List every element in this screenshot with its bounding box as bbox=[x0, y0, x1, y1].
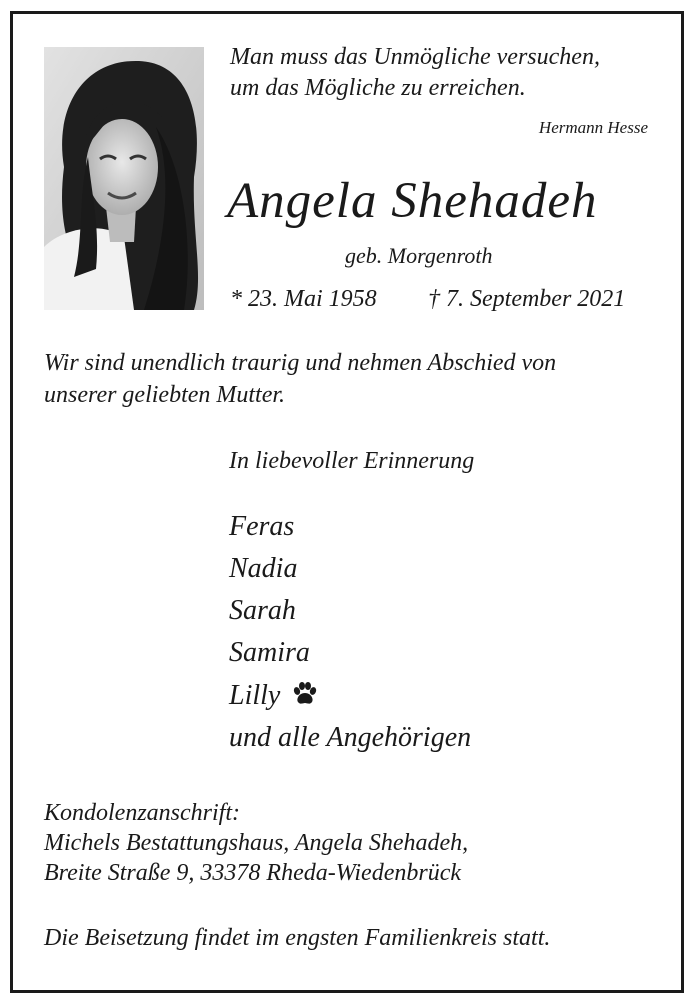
condolence-address-line-1: Michels Bestattungshaus, Angela Shehadeh, bbox=[44, 830, 469, 856]
quote-author: Hermann Hesse bbox=[538, 118, 648, 137]
mourner-name: Samira bbox=[229, 637, 310, 668]
farewell-message-line-2: unserer geliebten Mutter. bbox=[44, 382, 286, 408]
farewell-message-line-1: Wir sind unendlich traurig und nehmen Abschied von bbox=[44, 350, 557, 376]
quote-line-2: um das Mögliche zu erreichen. bbox=[230, 75, 526, 101]
birth-date: * 23. Mai 1958 bbox=[230, 286, 377, 312]
mourner-lilly-row bbox=[229, 680, 317, 712]
memorial-phrase: In liebevoller Erinnerung bbox=[229, 448, 475, 474]
birth-name: geb. Morgenroth bbox=[345, 243, 493, 268]
condolence-address-line-2: Breite Straße 9, 33378 Rheda-Wiedenbrück bbox=[44, 860, 461, 886]
deceased-name: Angela Shehadeh bbox=[227, 173, 598, 229]
quote-line-1: Man muss das Unmögliche versuchen, bbox=[230, 44, 600, 70]
mourner-name: Feras bbox=[229, 511, 295, 542]
paw-print-icon bbox=[291, 681, 317, 707]
funeral-note: Die Beisetzung findet im engsten Familienkreis statt. bbox=[44, 925, 551, 951]
mourner-name: und alle Angehörigen bbox=[229, 722, 472, 753]
portrait-illustration bbox=[44, 47, 204, 310]
condolence-heading: Kondolenzanschrift: bbox=[44, 800, 240, 826]
death-date: † 7. September 2021 bbox=[428, 286, 626, 312]
mourner-name: Sarah bbox=[229, 595, 296, 626]
mourner-name: Lilly bbox=[229, 680, 281, 711]
mourner-name: Nadia bbox=[229, 553, 298, 584]
portrait-photo bbox=[44, 47, 204, 310]
